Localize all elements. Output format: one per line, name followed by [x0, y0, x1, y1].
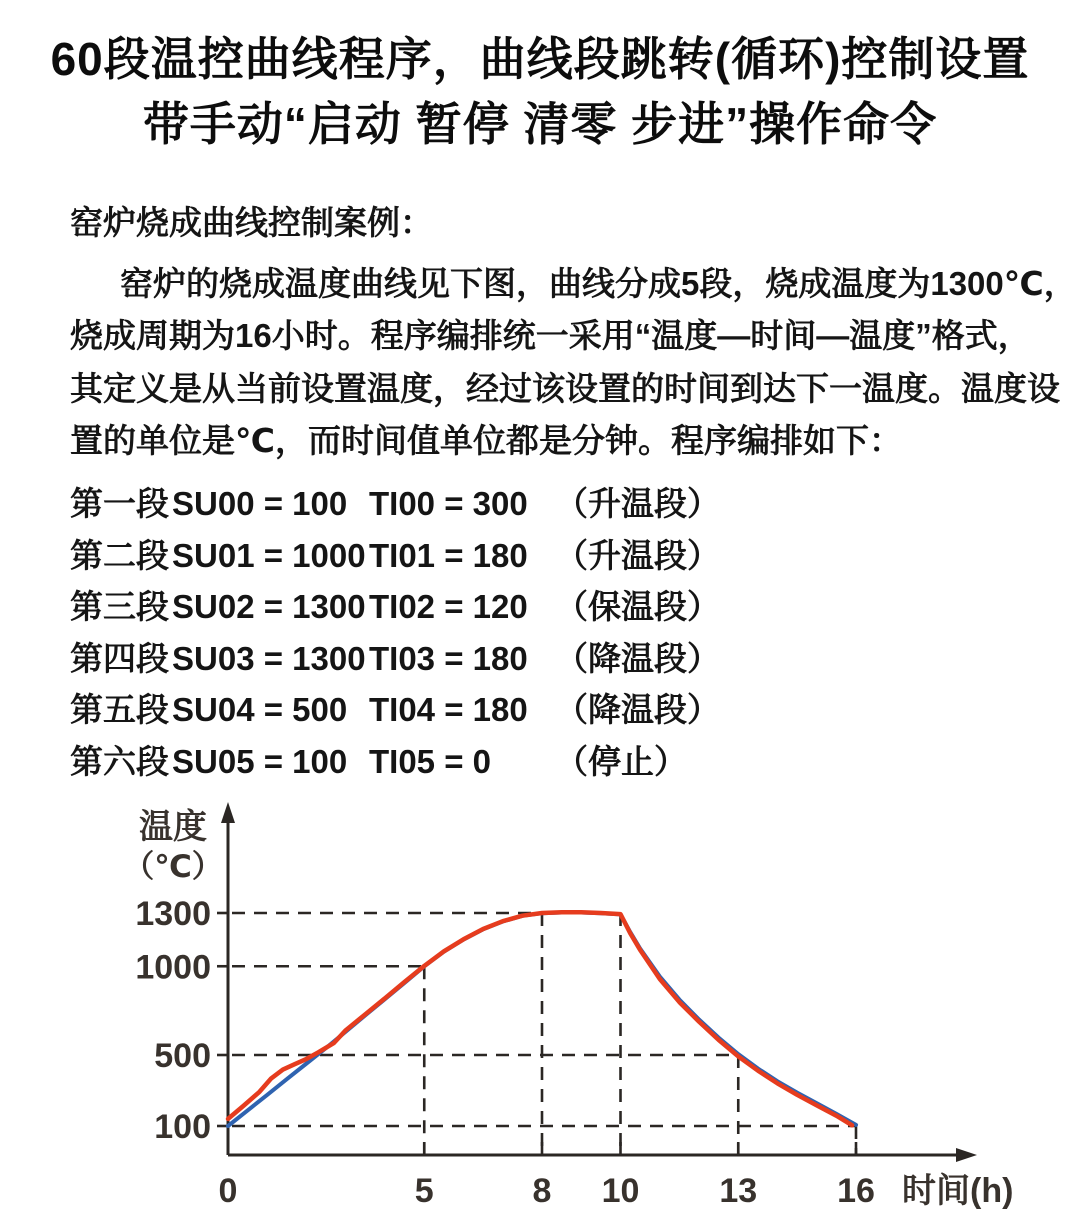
- y-tick-label: 1000: [135, 948, 211, 987]
- actual-curve-red: [228, 912, 852, 1125]
- x-tick-label: 8: [532, 1172, 552, 1210]
- su-value: SU00 = 100: [172, 485, 348, 522]
- segment-note: （停止）: [555, 742, 687, 780]
- segment-label: 第五段: [70, 691, 169, 729]
- intro-paragraph: [70, 258, 1077, 468]
- su-value: SU01 = 1000: [172, 536, 366, 574]
- su-value: SU05 = 100: [172, 742, 348, 780]
- x-tick-label: 16: [837, 1172, 875, 1210]
- y-tick-label: 500: [154, 1037, 211, 1075]
- x-axis-arrow: [956, 1148, 977, 1162]
- firing-curve-chart: [0, 780, 1080, 1223]
- ti-value: TI01 = 180: [369, 536, 528, 574]
- ti-value: TI03 = 180: [369, 639, 528, 677]
- page-title: [0, 27, 1080, 157]
- program-listing: [70, 478, 720, 788]
- segment-label: 第二段: [70, 536, 169, 574]
- su-value: SU03 = 1300: [172, 639, 366, 677]
- segment-label: 第一段: [70, 485, 169, 522]
- ti-value: TI05 = 0: [369, 742, 491, 780]
- page-title-line1: 60段温控曲线程序，曲线段跳转(循环)控制设置: [50, 33, 1030, 85]
- segment-label: 第三段: [70, 588, 169, 626]
- ti-value: TI04 = 180: [369, 691, 528, 729]
- paragraph-line: 窑炉的烧成温度曲线见下图，曲线分成5段，烧成温度为1300℃，: [120, 265, 1077, 302]
- program-row: [70, 633, 720, 685]
- x-tick-label: 10: [601, 1172, 640, 1210]
- x-tick-label: 0: [218, 1172, 238, 1210]
- paragraph-line: 其定义是从当前设置温度，经过该设置的时间到达下一温度。温度设: [70, 369, 1060, 407]
- segment-label: 第六段: [70, 742, 169, 780]
- program-row: [70, 581, 720, 633]
- segment-note: （保温段）: [555, 588, 720, 626]
- y-tick-label: 1300: [135, 895, 211, 933]
- ti-value: TI00 = 300: [369, 485, 528, 522]
- x-tick-label: 13: [719, 1172, 758, 1210]
- y-axis-unit-label: （℃）: [123, 849, 223, 884]
- program-row: [70, 684, 720, 736]
- y-axis-label: 温度: [139, 808, 207, 846]
- su-value: SU04 = 500: [172, 691, 348, 729]
- segment-note: （升温段）: [555, 536, 720, 574]
- x-axis-label: 时间(h): [902, 1172, 1014, 1210]
- case-heading: 窑炉烧成曲线控制案例：: [70, 204, 433, 241]
- segment-label: 第四段: [70, 639, 169, 677]
- x-tick-label: 5: [414, 1172, 434, 1210]
- segment-note: （降温段）: [555, 691, 720, 729]
- y-axis-arrow: [221, 802, 235, 823]
- segment-note: （升温段）: [555, 485, 720, 522]
- su-value: SU02 = 1300: [172, 588, 366, 626]
- program-row: [70, 530, 720, 582]
- y-tick-label: 100: [154, 1108, 211, 1146]
- paragraph-line: 置的单位是℃，而时间值单位都是分钟。程序编排如下：: [70, 422, 902, 460]
- page-title-line2: 带手动“启动 暂停 清零 步进”操作命令: [142, 98, 938, 150]
- paragraph-line: 烧成周期为16小时。程序编排统一采用“温度—时间—温度”格式，: [70, 317, 1031, 355]
- program-row: [70, 478, 720, 530]
- segment-note: （降温段）: [555, 639, 720, 677]
- ti-value: TI02 = 120: [369, 588, 528, 626]
